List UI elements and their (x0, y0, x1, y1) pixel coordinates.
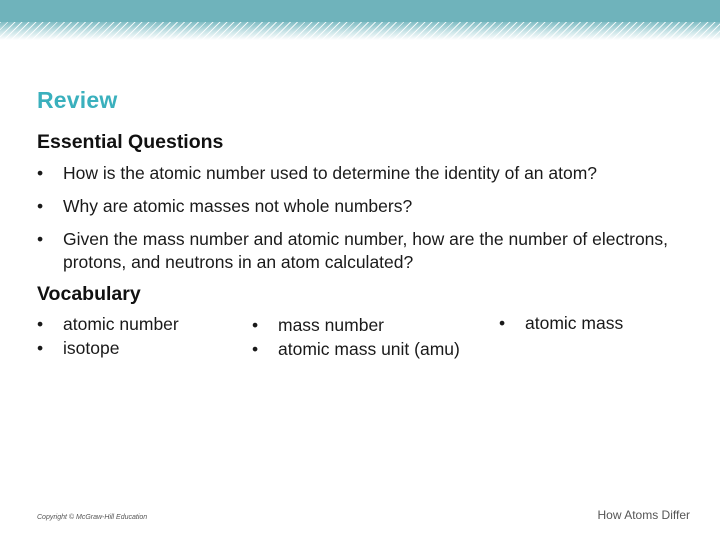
bullet-icon: • (37, 338, 44, 358)
vocabulary-column-3 (499, 312, 699, 336)
vocab-term: atomic number (63, 314, 179, 334)
list-item (252, 338, 492, 361)
vocabulary-column-1 (37, 313, 247, 361)
bullet-icon: • (37, 196, 44, 216)
essential-questions-heading: Essential Questions (37, 131, 224, 153)
list-item (37, 313, 247, 336)
question-text: Given the mass number and atomic number, how are the number of electrons, protons, and neutrons in an atom calculated? (63, 229, 669, 272)
list-item (37, 228, 677, 274)
list-item (499, 312, 699, 335)
bullet-icon: • (252, 315, 259, 335)
vocabulary-column-2 (252, 314, 492, 362)
bullet-icon: • (252, 339, 259, 359)
slide-title: Review (37, 87, 118, 113)
vocab-term: isotope (63, 338, 120, 358)
banner-solid-band (0, 0, 720, 24)
vocab-term: mass number (278, 315, 385, 335)
slide-topic-footer: How Atoms Differ (597, 508, 690, 522)
header-banner (0, 0, 720, 40)
list-item (37, 337, 247, 360)
question-text: How is the atomic number used to determine the identity of an atom? (63, 163, 598, 183)
vocabulary-heading: Vocabulary (37, 283, 141, 305)
copyright-notice: Copyright © McGraw-Hill Education (37, 514, 148, 521)
banner-hatch-pattern (0, 22, 720, 40)
bullet-icon: • (37, 314, 44, 334)
question-text: Why are atomic masses not whole numbers? (63, 196, 413, 216)
bullet-icon: • (499, 313, 506, 333)
vocab-term: atomic mass unit (amu) (278, 339, 460, 359)
essential-questions-list (37, 162, 677, 284)
list-item (37, 195, 677, 218)
bullet-icon: • (37, 163, 44, 183)
list-item (252, 314, 492, 337)
list-item (37, 162, 677, 185)
bullet-icon: • (37, 229, 44, 249)
vocab-term: atomic mass (525, 313, 624, 333)
